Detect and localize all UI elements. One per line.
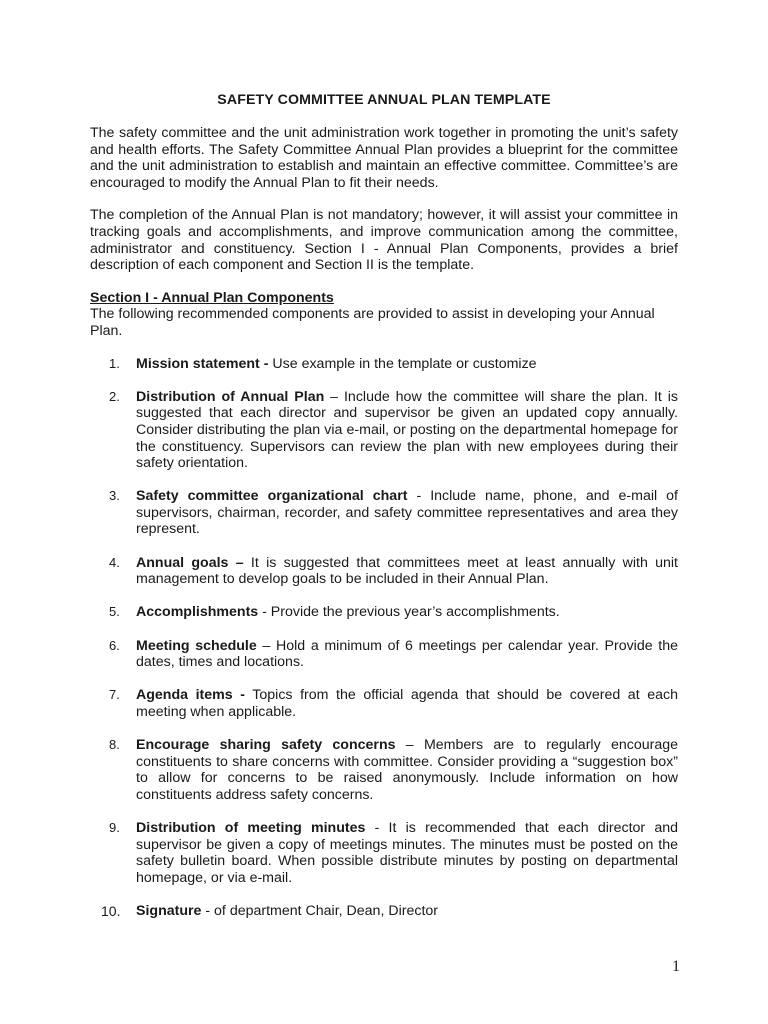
item-text: - It is recommended that each director and supervisor be given a copy of meetings minutes. The minutes must be posted on the safety bulletin board. When possible distribute minutes by posting on departmental homepage, or via e-mail. <box>136 820 679 886</box>
list-item <box>90 555 678 588</box>
item-text: Topics from the official agenda that should be covered at each meeting when applicable. <box>136 687 678 720</box>
item-term: Encourage sharing safety concerns <box>136 737 396 754</box>
components-list <box>90 356 678 920</box>
item-term: Distribution of meeting minutes <box>136 820 366 837</box>
item-text: - of department Chair, Dean, Director <box>201 903 438 920</box>
item-number: 6. <box>109 637 120 653</box>
item-number: 8. <box>109 737 120 753</box>
item-term: Annual goals – <box>136 554 244 571</box>
item-text: It is suggested that committees meet at least annually with unit management to develop goals to be included in their Annual Plan. <box>136 554 679 588</box>
item-text: – Members are to regularly encourage constituents to share concerns with committee. Consider providing a “suggestion box” to allow for concerns to be raised anonymously. Include information on how constituents address safety concerns. <box>136 737 678 803</box>
list-item <box>90 488 678 538</box>
item-number: 3. <box>109 488 120 504</box>
list-item <box>90 604 678 621</box>
item-term: Distribution of Annual Plan <box>136 388 325 405</box>
list-item <box>90 687 678 720</box>
item-term: Accomplishments <box>136 604 259 621</box>
item-term: Safety committee organizational chart <box>136 488 408 505</box>
item-text: – Hold a minimum of 6 meetings per calendar year. Provide the dates, times and locations. <box>136 637 678 671</box>
item-term: Meeting schedule <box>136 637 257 654</box>
item-term: Agenda items - <box>136 687 245 704</box>
item-text: Use example in the template or customize <box>268 355 537 372</box>
item-text: - Include name, phone, and e-mail of supervisors, chairman, recorder, and safety committee representatives and area they represent. <box>136 488 678 538</box>
item-number: 1. <box>109 355 120 371</box>
section-intro: The following recommended components are provided to assist in developing your Annual Plan. <box>90 306 655 339</box>
item-text: - Provide the previous year’s accomplishments. <box>258 604 560 621</box>
list-item <box>90 356 678 373</box>
section-heading: Section I - Annual Plan Components <box>90 289 334 306</box>
item-term: Signature <box>136 903 202 920</box>
item-number: 9. <box>109 820 120 836</box>
item-number: 2. <box>109 388 120 404</box>
item-number: 10. <box>101 903 121 920</box>
list-item <box>90 737 678 803</box>
page-number: 1 <box>672 958 680 975</box>
list-item <box>90 820 678 886</box>
intro-paragraph-1: The safety committee and the unit administration work together in promoting the unit’s safety and health efforts. The Safety Committee Annual Plan provides a blueprint for the committee and the unit administration to establish and maintain an effective committee. Committee’s are encouraged to modify the Annual Plan to fit their needs. <box>90 125 678 191</box>
document-title: SAFETY COMMITTEE ANNUAL PLAN TEMPLATE <box>217 92 551 108</box>
list-item <box>90 638 678 671</box>
item-text: – Include how the committee will share the plan. It is suggested that each director and supervisor be given an updated copy annually. Consider distributing the plan via e-mail, or posting on the departmental homepage for the constituency. Supervisors can review the plan with new employees during their safety orientation. <box>136 388 679 472</box>
list-item <box>90 903 678 920</box>
item-term: Mission statement - <box>136 355 269 372</box>
item-number: 5. <box>109 604 120 620</box>
item-number: 7. <box>109 687 120 703</box>
item-number: 4. <box>109 554 120 570</box>
intro-paragraph-2: The completion of the Annual Plan is not mandatory; however, it will assist your committee in tracking goals and accomplishments, and improve communication among the committee, administrator and constituency. Section I - Annual Plan Components, provides a brief description of each component and Section II is the template. <box>90 207 678 274</box>
list-item <box>90 389 678 472</box>
